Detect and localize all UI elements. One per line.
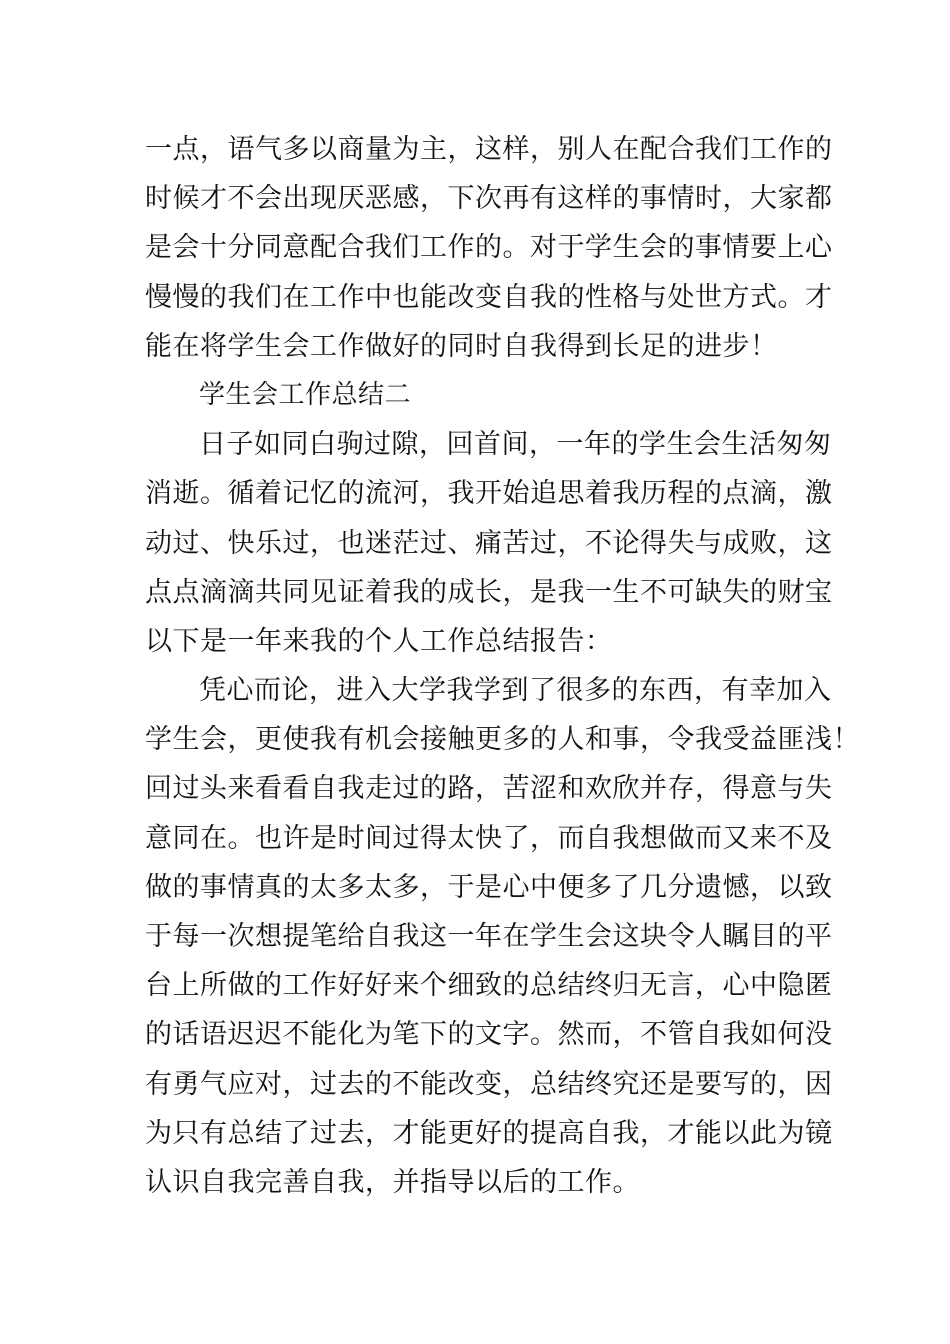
paragraph-first-line: 日子如同白驹过隙，回首间，一年的学生会生活匆匆 — [199, 429, 832, 461]
paragraph-line: 认识自我完善自我，并指导以后的工作。 — [145, 1166, 640, 1198]
paragraph-line: 做的事情真的太多太多，于是心中便多了几分遗憾，以致 — [145, 871, 833, 903]
paragraph-line: 有勇气应对，过去的不能改变，总结终究还是要写的，因 — [145, 1068, 833, 1100]
paragraph-line: 回过头来看看自我走过的路，苦涩和欢欣并存，得意与失 — [145, 773, 833, 805]
paragraph-line: 的话语迟迟不能化为笔下的文字。然而，不管自我如何没 — [145, 1019, 833, 1051]
paragraph-line: 消逝。循着记忆的流河，我开始追思着我历程的点滴，激 — [145, 478, 833, 510]
paragraph-line: 以下是一年来我的个人工作总结报告： — [145, 625, 613, 657]
paragraph-line: 时候才不会出现厌恶感，下次再有这样的事情时，大家都 — [145, 183, 833, 215]
paragraph-line: 为只有总结了过去，才能更好的提高自我，才能以此为镜 — [145, 1117, 833, 1149]
paragraph-line: 一点，语气多以商量为主，这样，别人在配合我们工作的 — [145, 134, 833, 165]
section-heading: 学生会工作总结二 — [199, 379, 412, 410]
paragraph-line: 能在将学生会工作做好的同时自我得到长足的进步！ — [145, 330, 778, 362]
paragraph-line: 慢慢的我们在工作中也能改变自我的性格与处世方式。才 — [145, 281, 833, 313]
paragraph-line: 学生会，更使我有机会接触更多的人和事，令我受益匪浅！ — [145, 724, 860, 756]
paragraph-line: 意同在。也许是时间过得太快了，而自我想做而又来不及 — [145, 822, 833, 854]
paragraph-first-line: 凭心而论，进入大学我学到了很多的东西，有幸加入 — [199, 675, 832, 707]
paragraph-line: 于每一次想提笔给自我这一年在学生会这块令人瞩目的平 — [145, 921, 833, 952]
paragraph-line: 点点滴滴共同见证着我的成长，是我一生不可缺失的财宝 — [145, 576, 833, 608]
paragraph-line: 台上所做的工作好好来个细致的总结终归无言，心中隐匿 — [145, 970, 833, 1002]
paragraph-line: 是会十分同意配合我们工作的。对于学生会的事情要上心 — [145, 232, 833, 264]
paragraph-line: 动过、快乐过，也迷茫过、痛苦过，不论得失与成败，这 — [145, 527, 833, 559]
document-body — [145, 125, 860, 1207]
